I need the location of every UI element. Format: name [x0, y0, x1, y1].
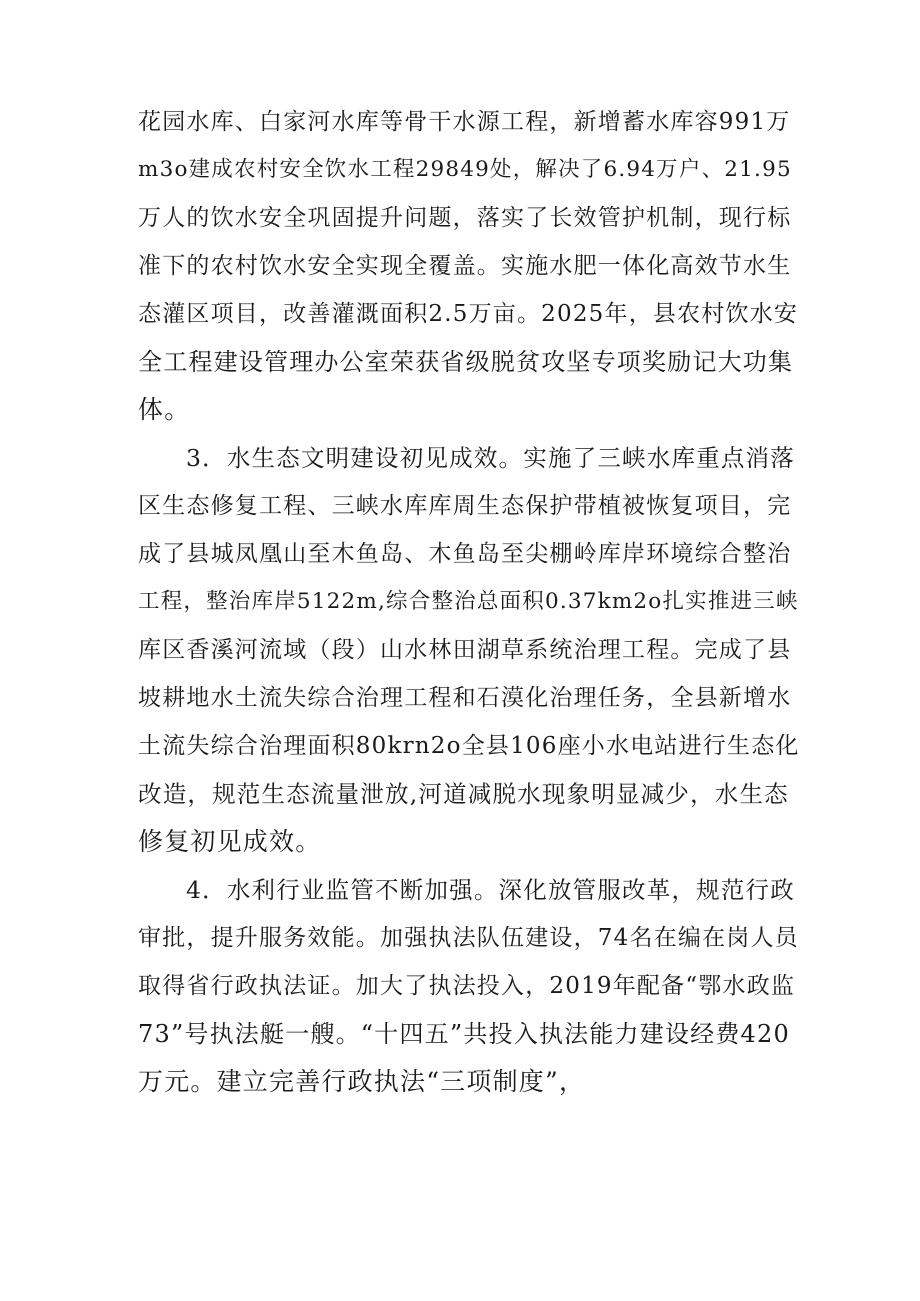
text-line: 坡耕地水土流失综合治理工程和石漠化治理任务，全县新增水 — [138, 685, 792, 711]
document-body — [138, 98, 800, 1106]
text-line: m3o建成农村安全饮水工程29849处，解决了6.94万户、21.95 — [138, 157, 792, 182]
text-line: 全工程建设管理办公室荣获省级脱贫攻坚专项奖励记大功集 — [138, 348, 794, 376]
text-line: 态灌区项目，改善灌溉面积2.5万亩。2025年，县农村饮水安 — [138, 301, 799, 327]
text-line: 准下的农村饮水安全实现全覆盖。实施水肥一体化高效节水生 — [138, 253, 792, 279]
text-line: 修复初见成效。 — [138, 827, 322, 856]
text-line: 体。 — [138, 395, 191, 424]
text-line: 改造，规范生态流量泄放,河道减脱水现象明显减少，水生态 — [138, 780, 789, 808]
text-line: 4．水利行业监管不断加强。深化放管服改革，规范行政 — [186, 876, 795, 904]
text-line: 万元。建立完善行政执法“三项制度”， — [138, 1067, 586, 1096]
text-line: 3．水生态文明建设初见成效。实施了三峡水库重点消落 — [186, 444, 795, 472]
paragraph-water-ecology — [138, 434, 800, 866]
text-line: 工程，整治库岸5122m,综合整治总面积0.37km2o扎实推进三峡 — [138, 589, 799, 614]
paragraph-water-sources — [138, 98, 800, 434]
paragraph-industry-supervision — [138, 866, 800, 1106]
text-line: 花园水库、白家河水库等骨干水源工程，新增蓄水库容991万 — [138, 109, 791, 135]
text-line: 73”号执法艇一艘。“十四五”共投入执法能力建设经费420 — [138, 1020, 790, 1048]
text-line: 库区香溪河流域（段）山水林田湖草系统治理工程。完成了县 — [138, 637, 792, 663]
text-line: 土流失综合治理面积80krn2o全县106座小水电站进行生态化 — [138, 733, 800, 759]
text-line: 审批，提升服务效能。加强执法队伍建设，74名在编在岗人员 — [138, 925, 799, 951]
text-line: 取得省行政执法证。加大了执法投入，2019年配备“鄂水政监 — [138, 973, 796, 999]
text-line: 区生态修复工程、三峡水库库周生态保护带植被恢复项目，完 — [138, 493, 792, 519]
text-line: 成了县城凤凰山至木鱼岛、木鱼岛至尖棚岭库岸环境综合整治 — [138, 541, 792, 567]
text-line: 万人的饮水安全巩固提升问题，落实了长效管护机制，现行标 — [138, 205, 792, 231]
